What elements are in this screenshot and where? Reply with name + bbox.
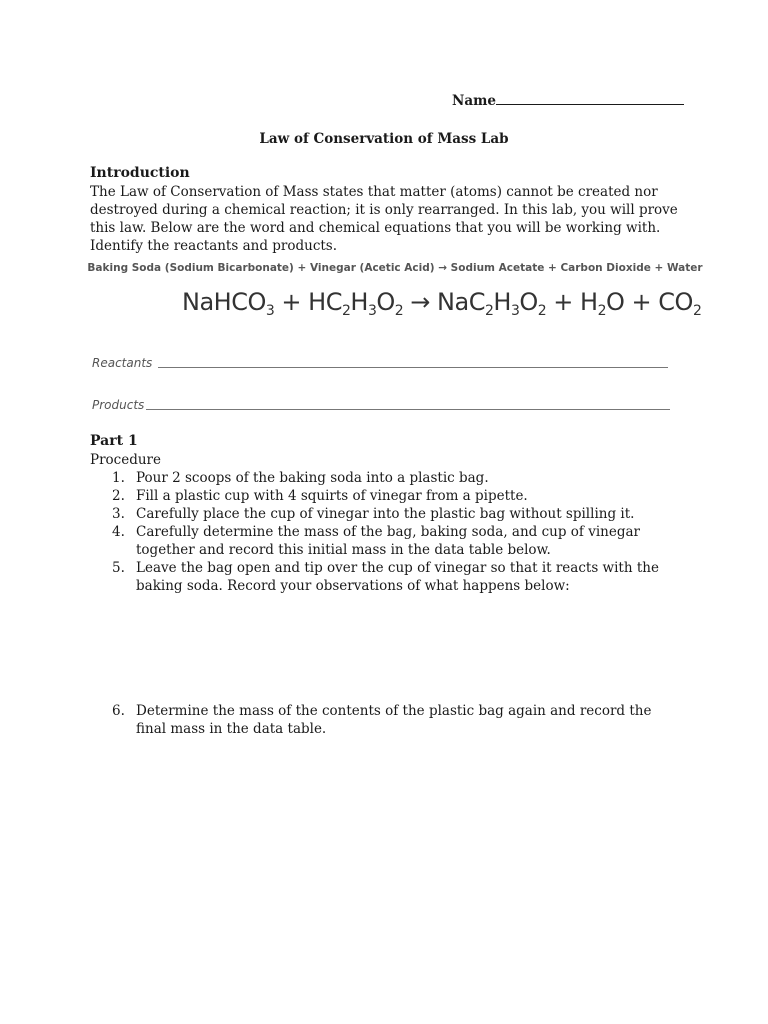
step-number: 4. — [112, 524, 125, 540]
plus-sign: + — [546, 288, 581, 316]
step-text: Carefully place the cup of vinegar into the plastic bag without spilling it. — [136, 506, 635, 522]
step-text: Leave the bag open and tip over the cup of vinegar so that it reacts with the baking soda. Record your observations of what happens below: — [136, 560, 659, 594]
introduction-heading: Introduction — [90, 165, 190, 181]
procedure-step — [112, 523, 672, 559]
step-number: 6. — [112, 703, 125, 719]
part1-heading: Part 1 — [90, 433, 138, 449]
step-number: 2. — [112, 488, 125, 504]
plus-sign: + — [274, 288, 309, 316]
step-number: 3. — [112, 506, 125, 522]
products-label: Products — [92, 398, 145, 412]
procedure-step — [112, 487, 672, 505]
step-text: Carefully determine the mass of the bag, baking soda, and cup of vinegar together and record this initial mass in the data table below. — [136, 524, 640, 558]
name-blank-line[interactable] — [496, 92, 684, 105]
reactant-2: $HC_2H_3O_2$ — [308, 288, 404, 319]
procedure-steps-list-continued — [112, 702, 672, 738]
procedure-label: Procedure — [90, 452, 161, 468]
product-2: $H_2O$ — [580, 288, 625, 319]
step-number: 1. — [112, 470, 125, 486]
product-1: $NaC_2H_3O_2$ — [437, 288, 547, 319]
procedure-step — [112, 702, 672, 738]
procedure-steps-list — [112, 469, 672, 595]
plus-sign: + — [624, 288, 659, 316]
yield-arrow: → — [403, 288, 438, 316]
products-answer-line[interactable] — [146, 409, 670, 410]
introduction-text: The Law of Conservation of Mass states that matter (atoms) cannot be created nor destroyed during a chemical reaction; it is only rearranged. In this lab, you will prove this law. Below are the word and chemical equations that you will be working with. Identify the reactants and products. — [90, 184, 678, 254]
chemical-equation — [182, 288, 701, 319]
step-text: Determine the mass of the contents of the plastic bag again and record the final mass in the data table. — [136, 703, 652, 737]
word-equation: Baking Soda (Sodium Bicarbonate) + Vinegar (Acetic Acid) → Sodium Acetate + Carbon Dioxide + Water — [87, 262, 703, 274]
procedure-step — [112, 559, 672, 595]
product-3: $CO_2$ — [658, 288, 702, 319]
step-number: 5. — [112, 560, 125, 576]
reactant-1: NaHCO$_3$ — [182, 288, 275, 319]
page-title: Law of Conservation of Mass Lab — [259, 131, 509, 147]
reactants-label: Reactants — [92, 356, 153, 370]
procedure-step — [112, 505, 672, 523]
step-text: Pour 2 scoops of the baking soda into a plastic bag. — [136, 470, 489, 486]
step-text: Fill a plastic cup with 4 squirts of vinegar from a pipette. — [136, 488, 528, 504]
name-field — [452, 92, 684, 109]
procedure-step — [112, 469, 672, 487]
name-label: Name — [452, 93, 496, 109]
reactants-answer-line[interactable] — [158, 367, 668, 368]
